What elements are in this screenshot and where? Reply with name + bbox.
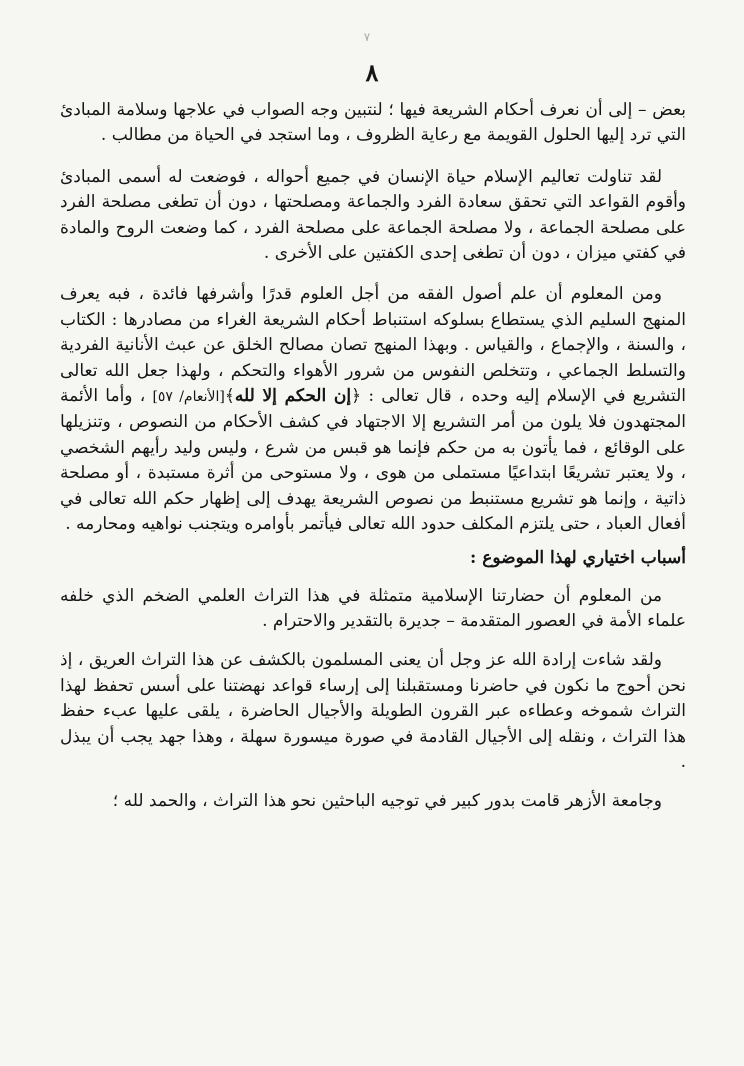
quran-quote-text: إن الحكم إلا لله xyxy=(234,386,352,407)
quran-reference: [الأنعام/ ٥٧] xyxy=(152,389,225,406)
paragraph-4: من المعلوم أن حضارتنا الإسلامية متمثلة في هذا التراث العلمي الضخم الذي خلفه علماء الأمة في العصور المتقدمة – جديرة بالتقدير والاحترام . xyxy=(60,585,686,631)
section-heading: أسباب اختياري لهذا الموضوع : xyxy=(470,547,686,568)
body-text xyxy=(60,98,686,827)
paragraph-3-start: ومن المعلوم أن علم أصول الفقه من أجل العلوم قدرًا وأشرفها فائدة ، فبه يعرف المنهج السليم الذي يستطاع بسلوكه استنباط أحكام الشريعة الغراء من مصادرها : الكتاب ، والسنة ، والإجماع ، والقياس . وبهذا المنهج تصان مصالح الخلق عن عبث الأنانية الفردية والتسلط الجماعي ، وتتخلص النفوس من شرور الأهواء والتحكم ، ولهذا جعل الله تعالى التشريع في الإسلام إليه وحده ، قال تعالى : xyxy=(60,284,687,407)
paragraph-3 xyxy=(60,282,686,537)
paragraph-2: لقد تناولت تعاليم الإسلام حياة الإنسان في جميع أحواله ، فوضعت له أسمى المبادئ وأقوم القواعد التي تحقق سعادة الفرد والجماعة ومصلحتها ، دون أن تطغى مصلحة الفرد على مصلحة الجماعة ، ولا مصلحة الجماعة على مصلحة الفرد ، كما وضعت الروح والمادة في كفتي ميزان ، دون أن تطغى إحدى الكفتين على الأخرى . xyxy=(60,166,686,264)
paragraph-5: ولقد شاءت إرادة الله عز وجل أن يعنى المسلمون بالكشف عن هذا التراث العريق ، إذ نحن أحوج ما نكون في حاضرنا ومستقبلنا إلى إرساء قواعد نهضتنا على أسس تحفظ لهذا التراث شموخه وعطاءه عبر القرون الطويلة والأجيال الحاضرة ، يلقى عليها عبء حفظ هذا التراث ، ونقله إلى الأجيال القادمة في صورة ميسورة سهلة ، وهذا جهد يجب أن يبذل . xyxy=(60,650,686,772)
paragraph-3-end: ، وأما الأئمة المجتهدون فلا يلون من أمر التشريع إلا الاجتهاد في كشف الأحكام من النصوص ، وتنزيلها على الوقائع ، فما يأتون به من حكم فإنما هو قبس من شرع ، وليس وليد رأيهم الشخصي ، ولا يعتبر تشريعًا ابتداعيًا مستملى من هوى ، ولا مستوحى من أثرة مستبدة ، أو مصلحة ذاتية ، وإنما هو تشريع مستنبط من نصوص الشريعة يهدف إلى إظهار حكم الله تعالى في أفعال العباد ، حتى يلتزم المكلف حدود الله تعالى فيأتمر بأوامره ويتجنب نواهيه ومحارمه . xyxy=(60,386,686,535)
quran-open-bracket: ﴿ xyxy=(351,386,362,407)
paragraph-6: وجامعة الأزهر قامت بدور كبير في توجيه الباحثين نحو هذا التراث ، والحمد لله ؛ xyxy=(112,791,662,812)
paragraph-1: بعض – إلى أن نعرف أحكام الشريعة فيها ؛ لنتبين وجه الصواب في علاجها وسلامة المبادئ التي ترد إليها الحلول القويمة مع رعاية الظروف ، وما استجد في الحياة من مطالب . xyxy=(60,100,686,146)
quran-close-bracket: ﴾ xyxy=(224,386,235,407)
page-number: ٨ xyxy=(365,58,379,87)
top-margin-mark: ٧ xyxy=(363,30,371,44)
quran-quote xyxy=(225,386,361,406)
